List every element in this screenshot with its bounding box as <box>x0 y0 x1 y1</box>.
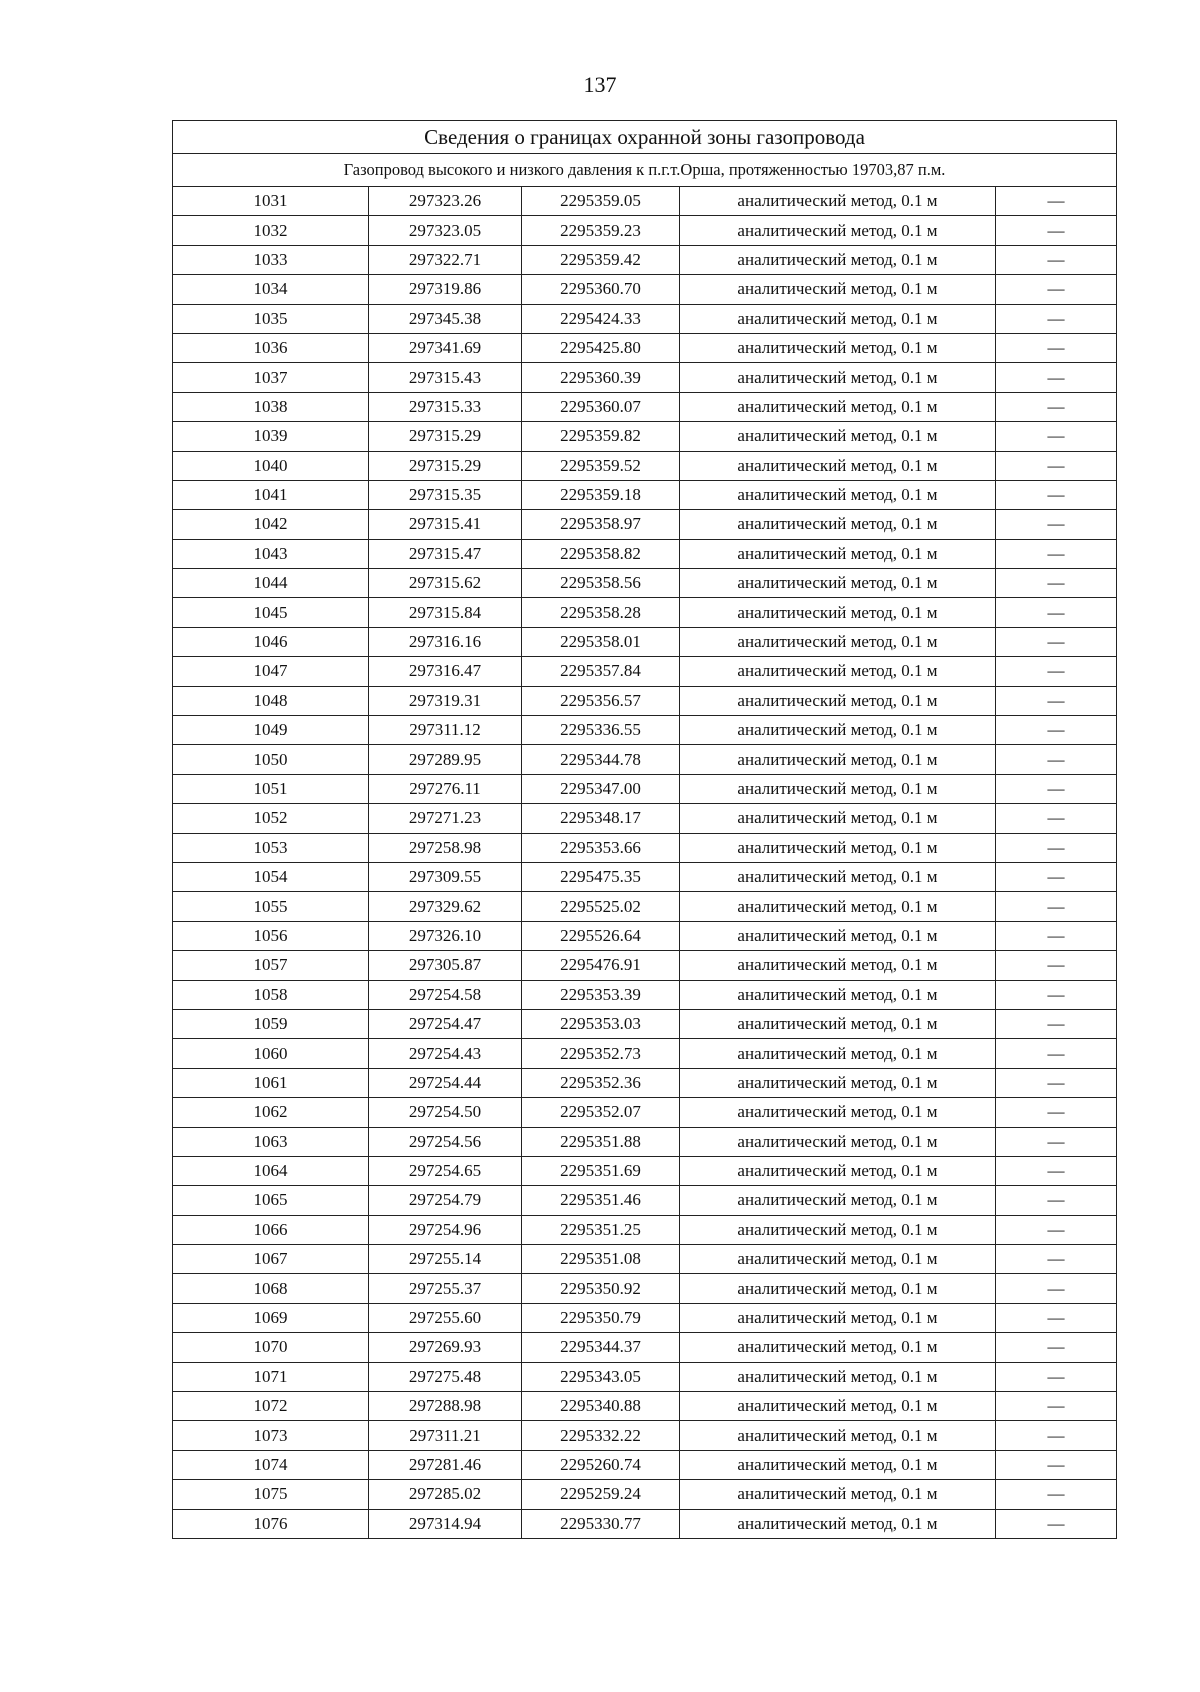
method-cell: аналитический метод, 0.1 м <box>680 363 996 392</box>
table-row <box>173 333 1117 362</box>
table-body <box>173 187 1117 1539</box>
table-row <box>173 1098 1117 1127</box>
coordinate-x-cell: 297315.35 <box>369 480 522 509</box>
coordinate-y-cell: 2295350.79 <box>522 1303 680 1332</box>
method-cell: аналитический метод, 0.1 м <box>680 1098 996 1127</box>
method-cell: аналитический метод, 0.1 м <box>680 1509 996 1538</box>
method-cell: аналитический метод, 0.1 м <box>680 187 996 216</box>
coordinate-y-cell: 2295351.88 <box>522 1127 680 1156</box>
coordinate-x-cell: 297314.94 <box>369 1509 522 1538</box>
coordinate-x-cell: 297255.14 <box>369 1245 522 1274</box>
point-number-cell: 1069 <box>173 1303 369 1332</box>
table-row <box>173 1156 1117 1185</box>
point-number-cell: 1067 <box>173 1245 369 1274</box>
table-row <box>173 921 1117 950</box>
table-row <box>173 1127 1117 1156</box>
coordinate-x-cell: 297319.31 <box>369 686 522 715</box>
method-cell: аналитический метод, 0.1 м <box>680 1009 996 1038</box>
table-subtitle: Газопровод высокого и низкого давления к п.г.т.Орша, протяженностью 19703,87 п.м. <box>173 154 1117 187</box>
coordinate-y-cell: 2295358.82 <box>522 539 680 568</box>
coordinate-y-cell: 2295259.24 <box>522 1480 680 1509</box>
coordinate-y-cell: 2295356.57 <box>522 686 680 715</box>
table-row <box>173 1186 1117 1215</box>
method-cell: аналитический метод, 0.1 м <box>680 1186 996 1215</box>
note-cell: — <box>996 716 1117 745</box>
method-cell: аналитический метод, 0.1 м <box>680 1127 996 1156</box>
coordinate-x-cell: 297254.65 <box>369 1156 522 1185</box>
table-row <box>173 1245 1117 1274</box>
point-number-cell: 1045 <box>173 598 369 627</box>
note-cell: — <box>996 275 1117 304</box>
coordinate-x-cell: 297315.43 <box>369 363 522 392</box>
method-cell: аналитический метод, 0.1 м <box>680 921 996 950</box>
coordinate-y-cell: 2295359.18 <box>522 480 680 509</box>
coordinate-y-cell: 2295360.39 <box>522 363 680 392</box>
point-number-cell: 1031 <box>173 187 369 216</box>
method-cell: аналитический метод, 0.1 м <box>680 1215 996 1244</box>
point-number-cell: 1036 <box>173 333 369 362</box>
coordinate-y-cell: 2295475.35 <box>522 862 680 891</box>
coordinate-y-cell: 2295526.64 <box>522 921 680 950</box>
method-cell: аналитический метод, 0.1 м <box>680 216 996 245</box>
table-row <box>173 187 1117 216</box>
coordinate-y-cell: 2295358.01 <box>522 627 680 656</box>
note-cell: — <box>996 980 1117 1009</box>
coordinate-x-cell: 297305.87 <box>369 951 522 980</box>
note-cell: — <box>996 745 1117 774</box>
table-row <box>173 245 1117 274</box>
note-cell: — <box>996 569 1117 598</box>
coordinate-x-cell: 297254.58 <box>369 980 522 1009</box>
table-row <box>173 1303 1117 1332</box>
table-subtitle-row <box>173 154 1117 187</box>
point-number-cell: 1068 <box>173 1274 369 1303</box>
note-cell: — <box>996 304 1117 333</box>
note-cell: — <box>996 598 1117 627</box>
coordinate-y-cell: 2295348.17 <box>522 804 680 833</box>
method-cell: аналитический метод, 0.1 м <box>680 716 996 745</box>
coordinate-y-cell: 2295358.56 <box>522 569 680 598</box>
note-cell: — <box>996 480 1117 509</box>
note-cell: — <box>996 686 1117 715</box>
coordinate-y-cell: 2295350.92 <box>522 1274 680 1303</box>
point-number-cell: 1050 <box>173 745 369 774</box>
table-row <box>173 1450 1117 1479</box>
point-number-cell: 1070 <box>173 1333 369 1362</box>
table-title: Сведения о границах охранной зоны газопровода <box>173 121 1117 154</box>
note-cell: — <box>996 245 1117 274</box>
method-cell: аналитический метод, 0.1 м <box>680 569 996 598</box>
coordinate-x-cell: 297275.48 <box>369 1362 522 1391</box>
table-row <box>173 892 1117 921</box>
coordinate-y-cell: 2295332.22 <box>522 1421 680 1450</box>
coordinate-x-cell: 297255.37 <box>369 1274 522 1303</box>
coordinate-x-cell: 297276.11 <box>369 774 522 803</box>
coordinate-x-cell: 297315.41 <box>369 510 522 539</box>
point-number-cell: 1054 <box>173 862 369 891</box>
coordinate-x-cell: 297316.47 <box>369 657 522 686</box>
note-cell: — <box>996 1245 1117 1274</box>
note-cell: — <box>996 657 1117 686</box>
point-number-cell: 1043 <box>173 539 369 568</box>
method-cell: аналитический метод, 0.1 м <box>680 686 996 715</box>
method-cell: аналитический метод, 0.1 м <box>680 1421 996 1450</box>
table-row <box>173 686 1117 715</box>
point-number-cell: 1051 <box>173 774 369 803</box>
coordinate-x-cell: 297315.29 <box>369 422 522 451</box>
coordinate-x-cell: 297254.44 <box>369 1068 522 1097</box>
method-cell: аналитический метод, 0.1 м <box>680 392 996 421</box>
table-row <box>173 862 1117 891</box>
coordinate-x-cell: 297326.10 <box>369 921 522 950</box>
method-cell: аналитический метод, 0.1 м <box>680 862 996 891</box>
table-row <box>173 1480 1117 1509</box>
note-cell: — <box>996 1509 1117 1538</box>
table-row <box>173 1068 1117 1097</box>
table-row <box>173 392 1117 421</box>
method-cell: аналитический метод, 0.1 м <box>680 245 996 274</box>
coordinate-x-cell: 297329.62 <box>369 892 522 921</box>
table-row <box>173 539 1117 568</box>
point-number-cell: 1044 <box>173 569 369 598</box>
note-cell: — <box>996 1127 1117 1156</box>
table-row <box>173 1392 1117 1421</box>
method-cell: аналитический метод, 0.1 м <box>680 1333 996 1362</box>
table-row <box>173 1009 1117 1038</box>
coordinate-x-cell: 297315.29 <box>369 451 522 480</box>
coordinate-y-cell: 2295357.84 <box>522 657 680 686</box>
table-row <box>173 1215 1117 1244</box>
method-cell: аналитический метод, 0.1 м <box>680 657 996 686</box>
table-row <box>173 1362 1117 1391</box>
table-row <box>173 422 1117 451</box>
point-number-cell: 1060 <box>173 1039 369 1068</box>
coordinate-x-cell: 297254.79 <box>369 1186 522 1215</box>
coordinate-x-cell: 297345.38 <box>369 304 522 333</box>
table-row <box>173 1274 1117 1303</box>
point-number-cell: 1032 <box>173 216 369 245</box>
method-cell: аналитический метод, 0.1 м <box>680 1039 996 1068</box>
point-number-cell: 1074 <box>173 1450 369 1479</box>
table-row <box>173 598 1117 627</box>
table-row <box>173 1333 1117 1362</box>
coordinate-x-cell: 297254.43 <box>369 1039 522 1068</box>
coordinate-y-cell: 2295358.28 <box>522 598 680 627</box>
coordinate-y-cell: 2295425.80 <box>522 333 680 362</box>
coordinate-y-cell: 2295336.55 <box>522 716 680 745</box>
table-row <box>173 1039 1117 1068</box>
point-number-cell: 1076 <box>173 1509 369 1538</box>
point-number-cell: 1041 <box>173 480 369 509</box>
method-cell: аналитический метод, 0.1 м <box>680 304 996 333</box>
point-number-cell: 1055 <box>173 892 369 921</box>
table-row <box>173 745 1117 774</box>
method-cell: аналитический метод, 0.1 м <box>680 1156 996 1185</box>
note-cell: — <box>996 1215 1117 1244</box>
coordinate-y-cell: 2295351.25 <box>522 1215 680 1244</box>
coordinate-x-cell: 297271.23 <box>369 804 522 833</box>
method-cell: аналитический метод, 0.1 м <box>680 980 996 1009</box>
table-row <box>173 716 1117 745</box>
table-row <box>173 980 1117 1009</box>
note-cell: — <box>996 539 1117 568</box>
method-cell: аналитический метод, 0.1 м <box>680 1068 996 1097</box>
coordinate-y-cell: 2295344.37 <box>522 1333 680 1362</box>
point-number-cell: 1061 <box>173 1068 369 1097</box>
coordinate-y-cell: 2295352.73 <box>522 1039 680 1068</box>
page-number: 137 <box>583 72 617 97</box>
coordinate-x-cell: 297315.47 <box>369 539 522 568</box>
coordinate-x-cell: 297323.05 <box>369 216 522 245</box>
coordinate-y-cell: 2295358.97 <box>522 510 680 539</box>
coordinate-y-cell: 2295343.05 <box>522 1362 680 1391</box>
coordinate-x-cell: 297311.12 <box>369 716 522 745</box>
table-row <box>173 510 1117 539</box>
point-number-cell: 1052 <box>173 804 369 833</box>
note-cell: — <box>996 451 1117 480</box>
method-cell: аналитический метод, 0.1 м <box>680 275 996 304</box>
note-cell: — <box>996 363 1117 392</box>
coordinate-y-cell: 2295360.07 <box>522 392 680 421</box>
coordinate-x-cell: 297322.71 <box>369 245 522 274</box>
note-cell: — <box>996 1421 1117 1450</box>
note-cell: — <box>996 862 1117 891</box>
point-number-cell: 1048 <box>173 686 369 715</box>
point-number-cell: 1073 <box>173 1421 369 1450</box>
coordinate-x-cell: 297288.98 <box>369 1392 522 1421</box>
coordinate-x-cell: 297311.21 <box>369 1421 522 1450</box>
coordinate-y-cell: 2295424.33 <box>522 304 680 333</box>
method-cell: аналитический метод, 0.1 м <box>680 833 996 862</box>
point-number-cell: 1075 <box>173 1480 369 1509</box>
point-number-cell: 1058 <box>173 980 369 1009</box>
method-cell: аналитический метод, 0.1 м <box>680 1245 996 1274</box>
point-number-cell: 1062 <box>173 1098 369 1127</box>
coordinate-y-cell: 2295347.00 <box>522 774 680 803</box>
table-row <box>173 804 1117 833</box>
method-cell: аналитический метод, 0.1 м <box>680 951 996 980</box>
note-cell: — <box>996 1362 1117 1391</box>
note-cell: — <box>996 1274 1117 1303</box>
point-number-cell: 1038 <box>173 392 369 421</box>
method-cell: аналитический метод, 0.1 м <box>680 804 996 833</box>
coordinate-x-cell: 297315.84 <box>369 598 522 627</box>
point-number-cell: 1063 <box>173 1127 369 1156</box>
note-cell: — <box>996 392 1117 421</box>
table-row <box>173 657 1117 686</box>
boundary-coordinates-table <box>172 120 1117 1539</box>
coordinate-x-cell: 297309.55 <box>369 862 522 891</box>
note-cell: — <box>996 1098 1117 1127</box>
coordinate-y-cell: 2295351.69 <box>522 1156 680 1185</box>
coordinate-y-cell: 2295352.07 <box>522 1098 680 1127</box>
coordinate-y-cell: 2295359.23 <box>522 216 680 245</box>
note-cell: — <box>996 921 1117 950</box>
coordinate-y-cell: 2295353.66 <box>522 833 680 862</box>
method-cell: аналитический метод, 0.1 м <box>680 539 996 568</box>
coordinate-x-cell: 297254.50 <box>369 1098 522 1127</box>
coordinate-y-cell: 2295351.08 <box>522 1245 680 1274</box>
point-number-cell: 1039 <box>173 422 369 451</box>
method-cell: аналитический метод, 0.1 м <box>680 745 996 774</box>
coordinate-y-cell: 2295359.52 <box>522 451 680 480</box>
coordinate-x-cell: 297258.98 <box>369 833 522 862</box>
point-number-cell: 1064 <box>173 1156 369 1185</box>
method-cell: аналитический метод, 0.1 м <box>680 1274 996 1303</box>
point-number-cell: 1042 <box>173 510 369 539</box>
point-number-cell: 1071 <box>173 1362 369 1391</box>
note-cell: — <box>996 774 1117 803</box>
coordinate-x-cell: 297254.96 <box>369 1215 522 1244</box>
note-cell: — <box>996 1009 1117 1038</box>
coordinate-x-cell: 297319.86 <box>369 275 522 304</box>
note-cell: — <box>996 627 1117 656</box>
coordinate-y-cell: 2295476.91 <box>522 951 680 980</box>
table-row <box>173 304 1117 333</box>
method-cell: аналитический метод, 0.1 м <box>680 892 996 921</box>
table-row <box>173 216 1117 245</box>
coordinate-x-cell: 297281.46 <box>369 1450 522 1479</box>
note-cell: — <box>996 187 1117 216</box>
coordinate-y-cell: 2295344.78 <box>522 745 680 774</box>
point-number-cell: 1065 <box>173 1186 369 1215</box>
note-cell: — <box>996 804 1117 833</box>
note-cell: — <box>996 951 1117 980</box>
coordinate-y-cell: 2295352.36 <box>522 1068 680 1097</box>
coordinate-x-cell: 297315.33 <box>369 392 522 421</box>
method-cell: аналитический метод, 0.1 м <box>680 1480 996 1509</box>
method-cell: аналитический метод, 0.1 м <box>680 333 996 362</box>
note-cell: — <box>996 892 1117 921</box>
point-number-cell: 1057 <box>173 951 369 980</box>
coordinate-y-cell: 2295351.46 <box>522 1186 680 1215</box>
point-number-cell: 1066 <box>173 1215 369 1244</box>
method-cell: аналитический метод, 0.1 м <box>680 1303 996 1332</box>
point-number-cell: 1040 <box>173 451 369 480</box>
point-number-cell: 1035 <box>173 304 369 333</box>
point-number-cell: 1049 <box>173 716 369 745</box>
coordinate-y-cell: 2295353.39 <box>522 980 680 1009</box>
note-cell: — <box>996 1156 1117 1185</box>
point-number-cell: 1053 <box>173 833 369 862</box>
coordinate-x-cell: 297316.16 <box>369 627 522 656</box>
note-cell: — <box>996 1303 1117 1332</box>
method-cell: аналитический метод, 0.1 м <box>680 598 996 627</box>
method-cell: аналитический метод, 0.1 м <box>680 1392 996 1421</box>
method-cell: аналитический метод, 0.1 м <box>680 774 996 803</box>
note-cell: — <box>996 1068 1117 1097</box>
table-row <box>173 774 1117 803</box>
note-cell: — <box>996 1333 1117 1362</box>
note-cell: — <box>996 422 1117 451</box>
point-number-cell: 1047 <box>173 657 369 686</box>
coordinate-x-cell: 297341.69 <box>369 333 522 362</box>
table-row <box>173 1421 1117 1450</box>
method-cell: аналитический метод, 0.1 м <box>680 422 996 451</box>
note-cell: — <box>996 1450 1117 1479</box>
table-row <box>173 363 1117 392</box>
table-row <box>173 627 1117 656</box>
note-cell: — <box>996 1392 1117 1421</box>
table-row <box>173 480 1117 509</box>
coordinate-y-cell: 2295359.82 <box>522 422 680 451</box>
coordinate-x-cell: 297285.02 <box>369 1480 522 1509</box>
coordinate-y-cell: 2295330.77 <box>522 1509 680 1538</box>
coordinate-y-cell: 2295260.74 <box>522 1450 680 1479</box>
coordinate-y-cell: 2295360.70 <box>522 275 680 304</box>
coordinate-x-cell: 297254.56 <box>369 1127 522 1156</box>
method-cell: аналитический метод, 0.1 м <box>680 451 996 480</box>
note-cell: — <box>996 333 1117 362</box>
coordinate-x-cell: 297289.95 <box>369 745 522 774</box>
point-number-cell: 1037 <box>173 363 369 392</box>
coordinate-y-cell: 2295340.88 <box>522 1392 680 1421</box>
table-row <box>173 275 1117 304</box>
point-number-cell: 1034 <box>173 275 369 304</box>
point-number-cell: 1046 <box>173 627 369 656</box>
table-row <box>173 951 1117 980</box>
point-number-cell: 1059 <box>173 1009 369 1038</box>
note-cell: — <box>996 510 1117 539</box>
method-cell: аналитический метод, 0.1 м <box>680 510 996 539</box>
point-number-cell: 1072 <box>173 1392 369 1421</box>
coordinate-x-cell: 297254.47 <box>369 1009 522 1038</box>
note-cell: — <box>996 1480 1117 1509</box>
method-cell: аналитический метод, 0.1 м <box>680 480 996 509</box>
coordinate-x-cell: 297315.62 <box>369 569 522 598</box>
table-row <box>173 833 1117 862</box>
coordinate-y-cell: 2295359.05 <box>522 187 680 216</box>
table-row <box>173 451 1117 480</box>
coordinate-y-cell: 2295353.03 <box>522 1009 680 1038</box>
coordinate-x-cell: 297269.93 <box>369 1333 522 1362</box>
coordinate-y-cell: 2295525.02 <box>522 892 680 921</box>
note-cell: — <box>996 1186 1117 1215</box>
coordinate-x-cell: 297323.26 <box>369 187 522 216</box>
method-cell: аналитический метод, 0.1 м <box>680 1362 996 1391</box>
method-cell: аналитический метод, 0.1 м <box>680 1450 996 1479</box>
point-number-cell: 1033 <box>173 245 369 274</box>
note-cell: — <box>996 1039 1117 1068</box>
method-cell: аналитический метод, 0.1 м <box>680 627 996 656</box>
table-row <box>173 1509 1117 1538</box>
table-title-row <box>173 121 1117 154</box>
coordinate-x-cell: 297255.60 <box>369 1303 522 1332</box>
note-cell: — <box>996 833 1117 862</box>
note-cell: — <box>996 216 1117 245</box>
point-number-cell: 1056 <box>173 921 369 950</box>
table-row <box>173 569 1117 598</box>
coordinate-y-cell: 2295359.42 <box>522 245 680 274</box>
